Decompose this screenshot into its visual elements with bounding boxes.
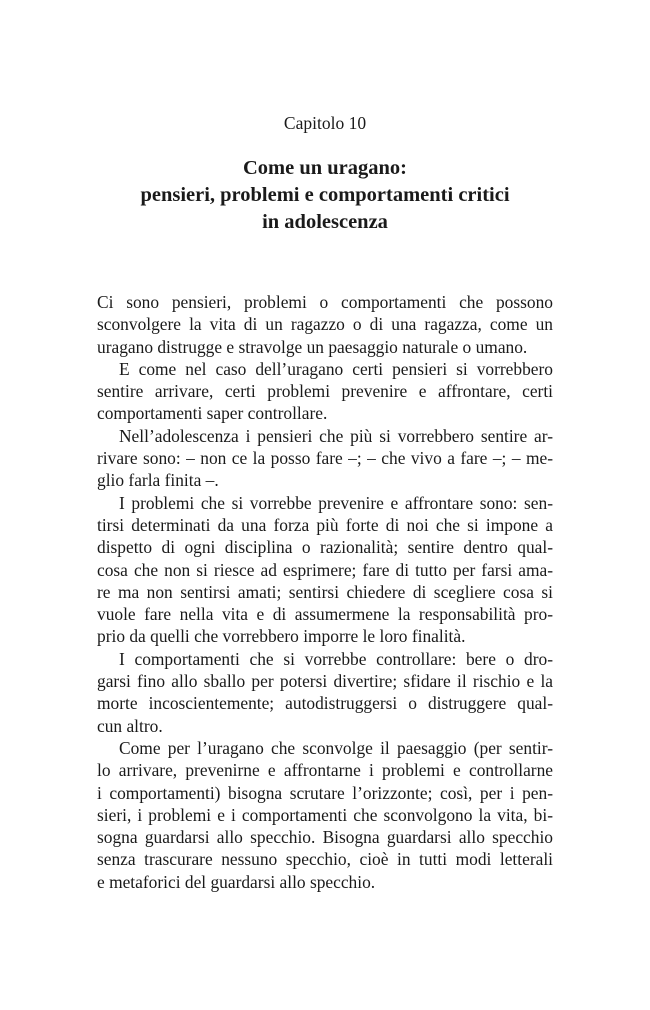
text-line: re ma non sentirsi amati; sentirsi chiedere di scegliere cosa si	[97, 581, 553, 602]
text-line: I problemi che si vorrebbe prevenire e affrontare sono: sen-	[119, 492, 553, 513]
text-line: dispetto di ogni disciplina o razionalità; sentire dentro qual-	[97, 537, 553, 558]
text-line: e metaforici del guardarsi allo specchio.	[97, 871, 376, 892]
text-line: cosa che non si riesce ad esprimere; fare di tutto per farsi ama-	[97, 559, 553, 580]
text-line: garsi fino allo sballo per potersi divertire; sfidare il rischio e la	[97, 671, 553, 692]
text-line: E come nel caso dell’uragano certi pensieri si vorrebbero	[119, 358, 553, 379]
text-line: uragano distrugge e stravolge un paesaggio naturale o umano.	[97, 336, 528, 357]
text-line: tirsi determinati da una forza più forte di noi che si impone a	[97, 514, 553, 535]
body-text	[97, 291, 553, 893]
text-line: morte incoscientemente; autodistruggersi o distruggere qual-	[97, 693, 553, 714]
text-line: lo arrivare, prevenirne e affrontarne i problemi e controllarne	[97, 760, 553, 781]
text-line: rivare sono: – non ce la posso fare –; – che vivo a fare –; – me-	[97, 448, 553, 469]
chapter-title-line: Come un uragano:	[242, 157, 407, 179]
chapter-title-line: pensieri, problemi e comportamenti critici	[140, 184, 510, 206]
text-line: Nell’adolescenza i pensieri che più si vorrebbero sentire ar-	[119, 425, 553, 446]
text-line: Come per l’uragano che sconvolge il paesaggio (per sentir-	[119, 737, 553, 758]
chapter-title-line: in adolescenza	[262, 211, 388, 233]
text-line: sconvolgere la vita di un ragazzo o di una ragazza, come un	[97, 314, 553, 335]
text-line: sogna guardarsi allo specchio. Bisogna guardarsi allo specchio	[97, 827, 553, 848]
text-line: senza trascurare nessuno specchio, cioè in tutti modi letterali	[97, 849, 553, 870]
text-line: i comportamenti) bisogna scrutare l’orizzonte; così, per i pen-	[97, 782, 553, 803]
text-line: comportamenti saper controllare.	[97, 403, 328, 424]
text-line: glio farla finita –.	[97, 470, 219, 491]
text-line: sentire arrivare, certi problemi prevenire e affrontare, certi	[97, 381, 553, 402]
text-line: prio da quelli che vorrebbero imporre le loro finalità.	[97, 626, 466, 647]
text-line: I comportamenti che si vorrebbe controllare: bere o dro-	[119, 648, 553, 669]
text-line: vuole fare nella vita e di assumermene la responsabilità pro-	[97, 604, 553, 625]
chapter-label: Capitolo 10	[283, 113, 367, 133]
text-line: cun altro.	[97, 715, 163, 736]
chapter-title	[0, 155, 650, 236]
text-line: Ci sono pensieri, problemi o comportamenti che possono	[97, 292, 553, 312]
text-line: sieri, i problemi e i comportamenti che sconvolgono la vita, bi-	[97, 804, 553, 825]
